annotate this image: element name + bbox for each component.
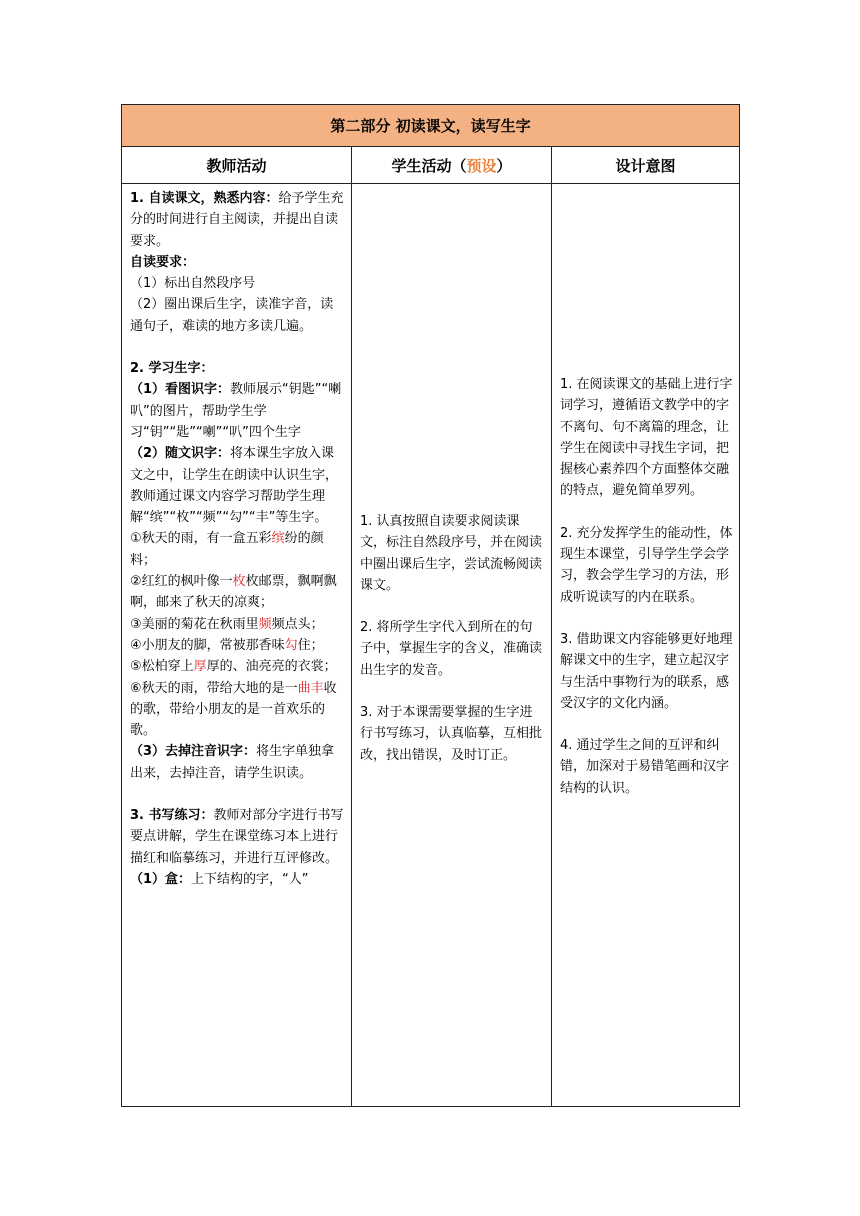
student-activity-2: 2. 将所学生字代入到所在的句子中，掌握生字的含义，准确读出生字的发音。 bbox=[360, 620, 543, 678]
step2-sub3-text: 将生字单独拿出来，去掉注音，请学生识读。 bbox=[130, 744, 335, 781]
example-3-char: 频 bbox=[258, 616, 272, 632]
header-student-preset: 预设 bbox=[466, 156, 497, 175]
header-student-suffix: ） bbox=[496, 156, 512, 175]
design-intent-1: 1. 在阅读课文的基础上进行字词学习，遵循语文教学中的字不离句、句不离篇的理念，让学生在阅读中寻找生字词，把握核心素养四个方面整体交融的特点，避免简单罗列。 bbox=[560, 377, 733, 499]
example-5-post: 厚的、油亮亮的衣裳； bbox=[206, 659, 337, 675]
example-6-post: 收的歌，带给小朋友的是一首欢乐的歌。 bbox=[130, 680, 337, 739]
teacher-activity-cell bbox=[122, 184, 352, 1107]
example-2-pre: ②红红的枫叶像一 bbox=[130, 574, 233, 590]
header-design: 设计意图 bbox=[552, 147, 740, 184]
section-title-row bbox=[122, 105, 740, 147]
example-5-char: 厚 bbox=[193, 659, 207, 675]
design-intent-3: 3. 借助课文内容能够更好地理解课文中的生字，建立起汉字与生活中事物行为的联系，感受汉字的文化内涵。 bbox=[560, 631, 733, 711]
example-sentence-1 bbox=[130, 528, 344, 571]
design-intent-cell bbox=[552, 184, 740, 1107]
teacher-step3 bbox=[130, 805, 344, 869]
teacher-step1 bbox=[130, 188, 344, 252]
teacher-step1-text: 给予学生充分的时间进行自主阅读，并提出自读要求。 bbox=[130, 191, 344, 249]
writing-item-1 bbox=[130, 869, 344, 890]
example-3-post: 频点头； bbox=[271, 616, 324, 632]
teacher-step3-title: 3. 书写练习： bbox=[130, 808, 214, 824]
step2-sub2-title: （2）随文识字： bbox=[130, 446, 231, 462]
example-sentence-3 bbox=[130, 614, 344, 635]
example-2-char: 枚 bbox=[232, 574, 246, 590]
writing-item-1-title: （1）盒： bbox=[130, 871, 192, 887]
example-4-pre: ④小朋友的脚，常被那香味 bbox=[130, 637, 285, 653]
example-1-pre: ①秋天的雨，有一盒五彩 bbox=[130, 531, 272, 547]
example-1-post: 纷的颜料； bbox=[130, 531, 324, 568]
example-6-pre: ⑥秋天的雨，带给大地的是一 bbox=[130, 680, 298, 696]
header-row bbox=[122, 147, 740, 184]
design-intent-2: 2. 充分发挥学生的能动性，体现生本课堂，引导学生学会学习，教会学生学习的方法，形成听说读写的内在联系。 bbox=[560, 525, 733, 605]
teacher-step2-title: 2. 学习生字： bbox=[130, 361, 214, 377]
example-2-post: 枚邮票，飘啊飘啊，邮来了秋天的凉爽； bbox=[130, 574, 337, 611]
example-sentence-2 bbox=[130, 571, 344, 614]
reading-requirements-label: 自读要求： bbox=[130, 254, 196, 270]
step2-sub1-text: 教师展示“钥匙”“喇叭”的图片，帮助学生学习“钥”“匙”“喇”“叭”四个生字 bbox=[130, 382, 342, 440]
step2-sub3-title: （3）去掉注音识字： bbox=[130, 744, 257, 760]
student-activity-cell bbox=[352, 184, 552, 1107]
lesson-plan-table bbox=[121, 104, 740, 1107]
step2-sub3 bbox=[130, 741, 344, 784]
design-intent-4: 4. 通过学生之间的互评和纠错，加深对于易错笔画和汉字结构的认识。 bbox=[560, 738, 730, 796]
step2-sub1-title: （1）看图识字： bbox=[130, 382, 231, 398]
step2-sub2 bbox=[130, 443, 344, 528]
step2-sub1 bbox=[130, 379, 344, 443]
teacher-step3-text: 教师对部分字进行书写要点讲解，学生在课堂练习本上进行描红和临摹练习，并进行互评修改。 bbox=[130, 808, 344, 866]
example-3-pre: ③美丽的菊花在秋雨里 bbox=[130, 616, 259, 632]
example-4-char: 勾 bbox=[284, 637, 298, 653]
example-6-char: 曲丰 bbox=[297, 680, 324, 696]
content-row bbox=[122, 184, 740, 1107]
teacher-step1-title: 1. 自读课文，熟悉内容： bbox=[130, 191, 279, 206]
example-5-pre: ⑤松柏穿上 bbox=[130, 659, 194, 675]
header-teacher: 教师活动 bbox=[122, 147, 352, 184]
example-1-char: 缤 bbox=[271, 531, 285, 547]
section-title: 第二部分 初读课文，读写生字 bbox=[122, 105, 740, 147]
student-activity-3: 3. 对于本课需要掌握的生字进行书写练习，认真临摹，互相批改，找出错误，及时订正。 bbox=[360, 705, 543, 763]
header-student-prefix: 学生活动（ bbox=[391, 156, 467, 175]
requirement-1: （1）标出自然段序号 bbox=[130, 276, 256, 292]
requirement-2: （2）圈出课后生字，读准字音，读通句子，难读的地方多读几遍。 bbox=[130, 297, 334, 334]
writing-item-1-text: 上下结构的字，“人” bbox=[191, 871, 309, 887]
example-sentence-4 bbox=[130, 635, 344, 656]
example-4-post: 住； bbox=[297, 637, 324, 653]
example-sentence-5 bbox=[130, 656, 344, 677]
example-sentence-6 bbox=[130, 678, 344, 742]
header-student bbox=[352, 147, 552, 184]
step2-sub2-text: 将本课生字放入课文之中，让学生在朗读中认识生字，教师通过课文内容学习帮助学生理解“缤”“枚”“频”“勾”“丰”等生字。 bbox=[130, 446, 339, 526]
student-activity-1: 1. 认真按照自读要求阅读课文，标注自然段序号，并在阅读中圈出课后生字，尝试流畅阅读课文。 bbox=[360, 514, 543, 593]
